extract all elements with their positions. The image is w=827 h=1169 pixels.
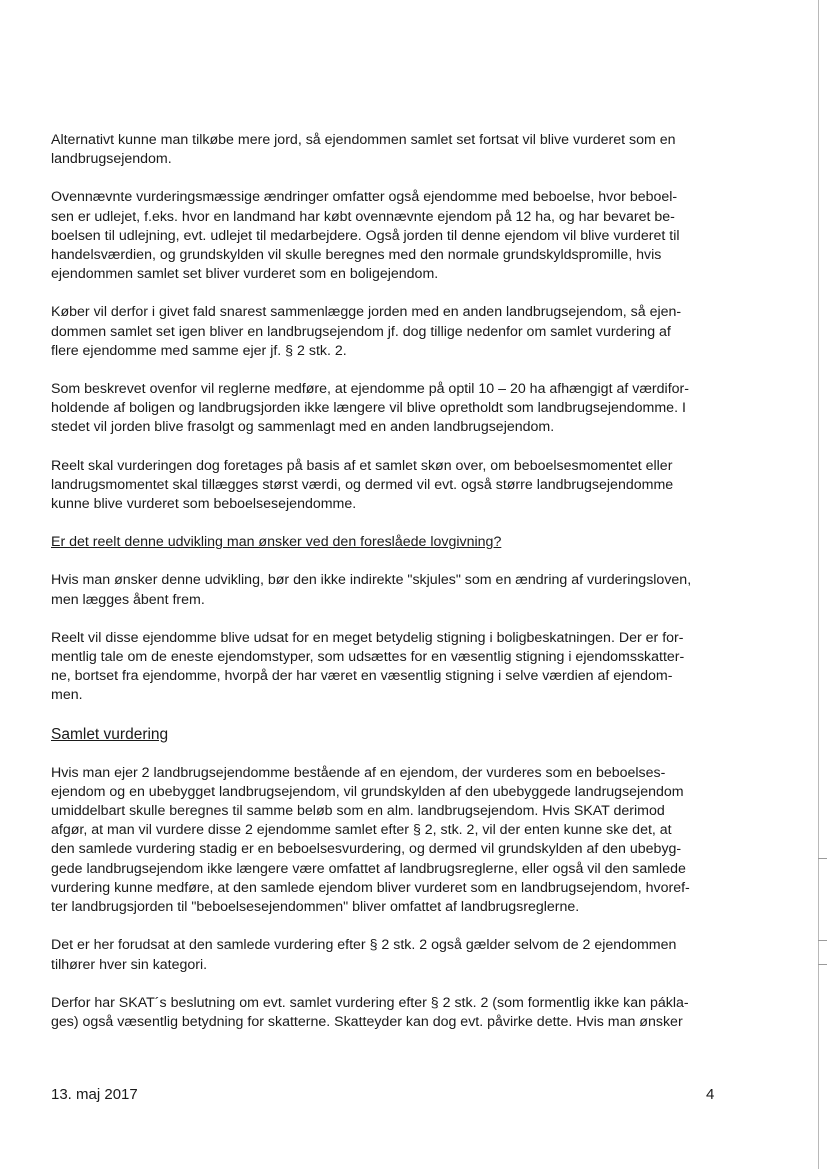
paragraph-buyer-merge: Køber vil derfor i givet fald snarest sammenlægge jorden med en anden landbrugsejendom, så ejen- dommen samlet set igen bliver en landbrugsejendom jf. dog tillige nedenfor om samlet vurdering af flere ejendomme med samme ejer jf. § 2 stk. 2.: [51, 304, 682, 359]
document-body: [51, 131, 741, 1051]
paragraph-overall-assessment: Reelt skal vurderingen dog foretages på basis af et samlet skøn over, om beboelsesmomentet eller landrugsmomentet skal tillægges størst værdi, og dermed vil evt. også større landbrugsejendomme kunne blive vurderet som beboelsesejendomme.: [51, 457, 674, 513]
scan-edge-mark: [818, 940, 827, 941]
paragraph-skat-decision: Derfor har SKAT´s beslutning om evt. samlet vurdering efter § 2 stk. 2 (som formentlig ikke kan pákla- ges) også væsentlig betydning for skatterne. Skatteyder kan dog evt. påvirke dette. Hvis man ønsker: [51, 994, 689, 1030]
scan-edge-line: [818, 0, 819, 1169]
paragraph-alternative-purchase: Alternativt kunne man tilkøbe mere jord, så ejendommen samlet set fortsat vil blive vurderet som en landbrugsejendom.: [51, 132, 676, 168]
paragraph-tax-increase: Reelt vil disse ejendomme blive udsat for en meget betydelig stigning i boligbeskatningen. Der er for- mentlig tale om de eneste ejendomstyper, som udsættes for en væsentlig stigning i ejendomsskatter- ne, bortset fra ejendomme, hvorpå der har været en væsentlig stigning i selve værdien af ejendom- men.: [51, 629, 685, 704]
scan-edge-mark: [818, 964, 827, 965]
paragraph-assumption: Det er her forudsat at den samlede vurdering efter § 2 stk. 2 også gælder selvom de 2 ejendommen tilhører hver sin kategori.: [51, 937, 677, 973]
paragraph-rented-housing: Ovennævnte vurderingsmæssige ændringer omfatter også ejendomme med beboelse, hvor beboel- sen er udlejet, f.eks. hvor en landmand har købt ovennævnte ejendom på 12 ha, og har bevaret be- boelsen til udlejning, evt. udlejet til medarbejdere. Også jorden til denne ejendom vil blive vurderet til handelsværdien, og grundskylden vil skulle beregnes med den normale grundskyldspromille, hvis ejendommen samlet set bliver vurderet som en boligejendom.: [51, 189, 680, 283]
question-line: Er det reelt denne udvikling man ønsker ved den foreslåede lovgivning?: [51, 534, 502, 551]
scan-edge-mark: [818, 858, 827, 859]
section-heading: Samlet vurdering: [51, 725, 169, 743]
paragraph-rules-effect: Som beskrevet ovenfor vil reglerne medføre, at ejendomme på optil 10 – 20 ha afhængigt af værdifor- holdende af boligen og landbrugsjorden ikke længere vil blive opretholdt som landbrugsejendomme. I stedet vil jorden blive frasolgt og sammenlagt med en anden landbrugsejendom.: [51, 381, 689, 436]
paragraph-open-disclosure: Hvis man ønsker denne udvikling, bør den ikke indirekte "skjules" som en ændring af vurderingsloven, men lægges åbent frem.: [51, 572, 692, 608]
page-number: 4: [706, 1086, 715, 1103]
paragraph-two-properties: Hvis man ejer 2 landbrugsejendomme bestående af en ejendom, der vurderes som en beboelses- ejendom og en ubebygget landbrugsejendom, vil grundskylden af den ubebyggede landrugsejendom umiddelbart skulle beregnes til samme beløb som en alm. landbrugsejendom. Hvis SKAT derimod afgør, at man vil vurdere disse 2 ejendomme samlet efter § 2, stk. 2, vil der enten kunne ske det, at den samlede vurdering stadig er en beboelsesvurdering, og dermed vil grundskylden af den ubebyg- gede landbrugsejendom ikke længere være omfattet af landbrugsreglerne, eller også vil den samlede vurdering kunne medføre, at den samlede ejendom bliver vurderet som en landbrugsejendom, hvoref- ter landbrugsjorden til "beboelsesejendommen" bliver omfattet af landbrugsreglerne.: [51, 764, 690, 916]
footer-date: 13. maj 2017: [51, 1086, 138, 1103]
